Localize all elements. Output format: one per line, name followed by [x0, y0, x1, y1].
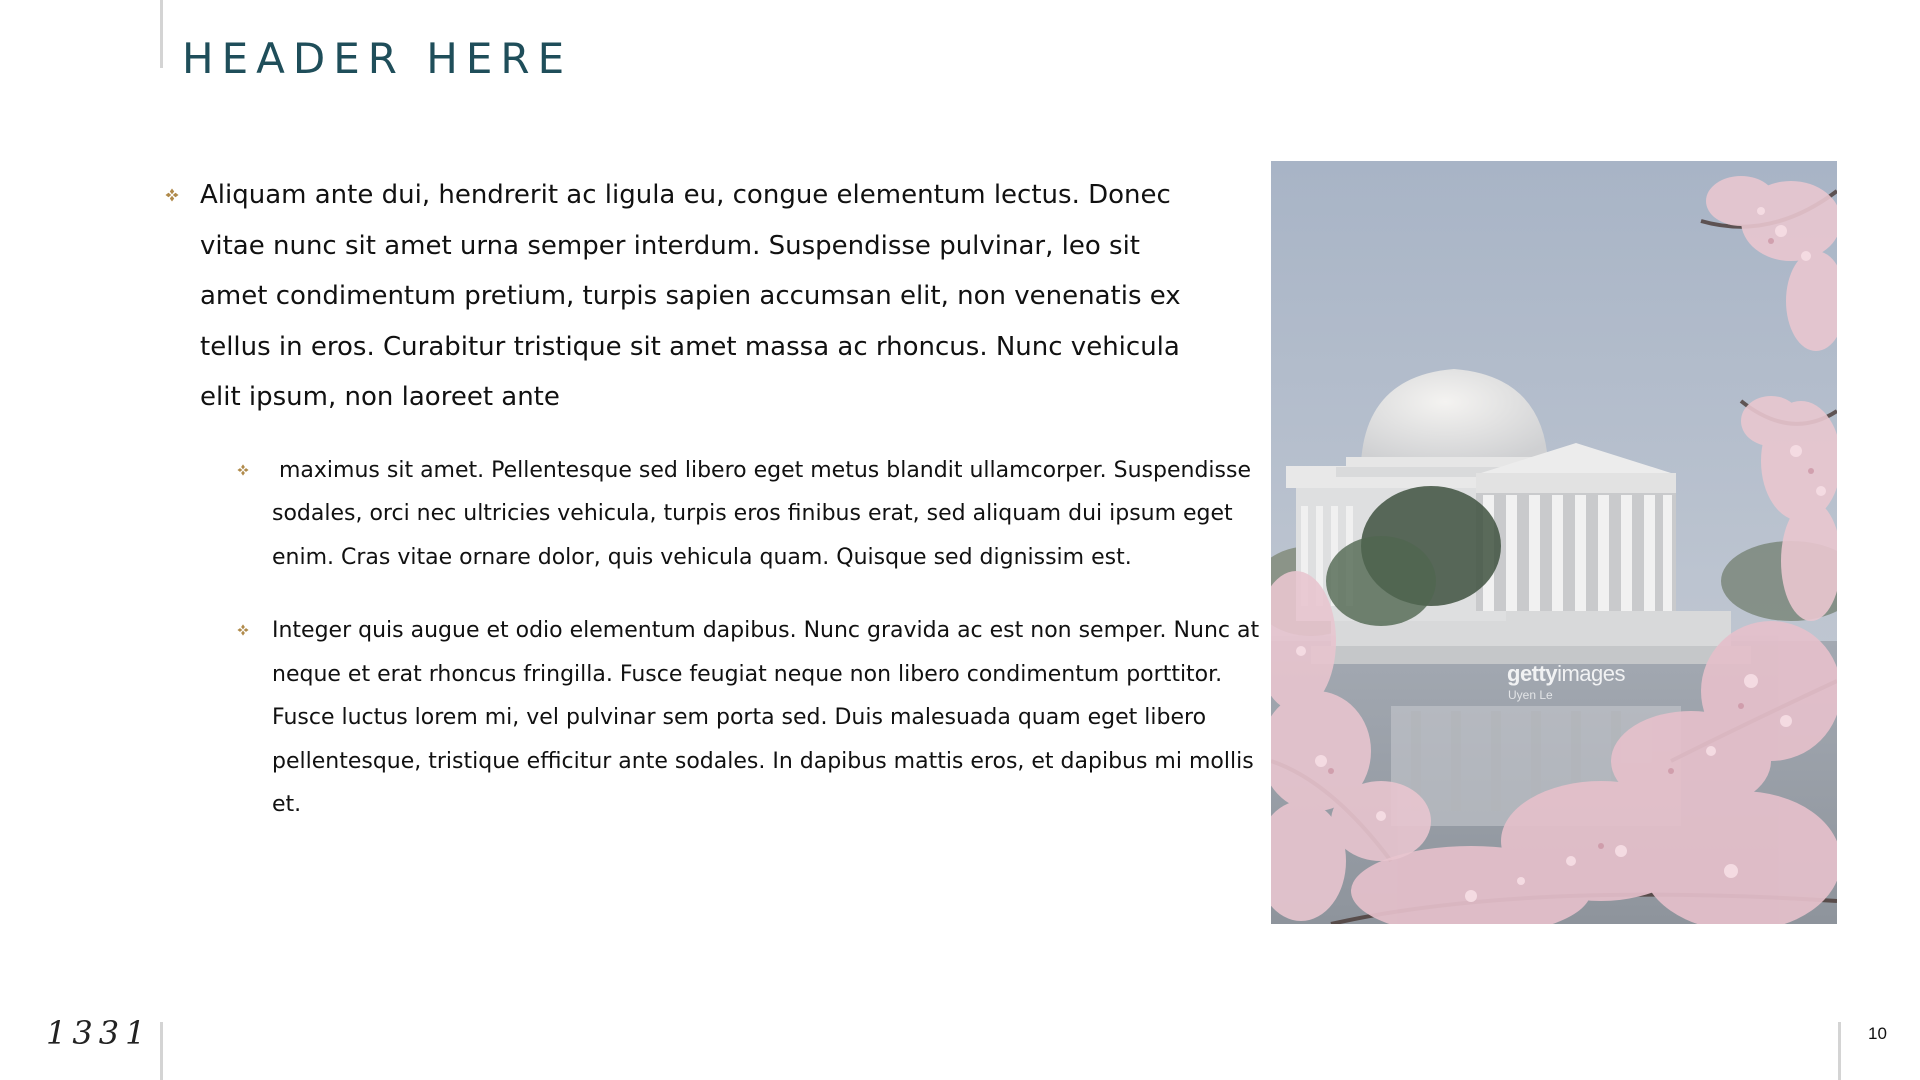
photo-illustration	[1271, 161, 1837, 924]
sub-bullet-text: Integer quis augue et odio elementum dapibus. Nunc gravida ac est non semper. Nunc at neque et erat rhoncus fringilla. Fusce feugiat neque non libero condimentum porttitor. Fusce luctus lorem mi, vel pulvinar sem porta sed. Duis malesuada quam eget libero pellentesque, tristique efficitur ante sodales. In dapibus mattis eros, et dapibus mi mollis et.	[272, 618, 1260, 817]
slide-content	[160, 170, 1260, 827]
photo-credit: Uyen Le	[1508, 688, 1553, 702]
four-diamond-bullet-icon	[165, 188, 179, 202]
footer-divider-left	[160, 1022, 163, 1080]
four-diamond-bullet-icon	[237, 624, 249, 636]
bullet-text: Aliquam ante dui, hendrerit ac ligula eu, congue elementum lectus. Donec vitae nunc sit amet urna semper interdum. Suspendisse pulvinar, leo sit amet condimentum pretium, turpis sapien accumsan elit, non venenatis ex tellus in eros. Curabitur tristique sit amet massa ac rhoncus. Nunc vehicula elit ipsum, non laoreet ante	[200, 180, 1181, 412]
getty-images-watermark: gettyimages	[1507, 661, 1625, 686]
page-title: HEADER HERE	[182, 34, 573, 83]
bullet-item	[160, 170, 1200, 423]
footer-brand: 1331	[46, 1014, 152, 1052]
sub-bullet-item	[160, 609, 1272, 827]
page-number: 10	[1868, 1024, 1887, 1043]
footer-divider-right	[1838, 1022, 1841, 1080]
cherry-blossom-memorial-photo	[1271, 161, 1837, 924]
four-diamond-bullet-icon	[237, 464, 249, 476]
top-divider-line	[160, 0, 163, 68]
sub-bullet-text: maximus sit amet. Pellentesque sed libero eget metus blandit ullamcorper. Suspendisse sodales, orci nec ultricies vehicula, turpis eros finibus erat, sed aliquam dui ipsum eget enim. Cras vitae ornare dolor, quis vehicula quam. Quisque sed dignissim est.	[272, 457, 1258, 570]
sub-bullet-item	[160, 449, 1272, 580]
